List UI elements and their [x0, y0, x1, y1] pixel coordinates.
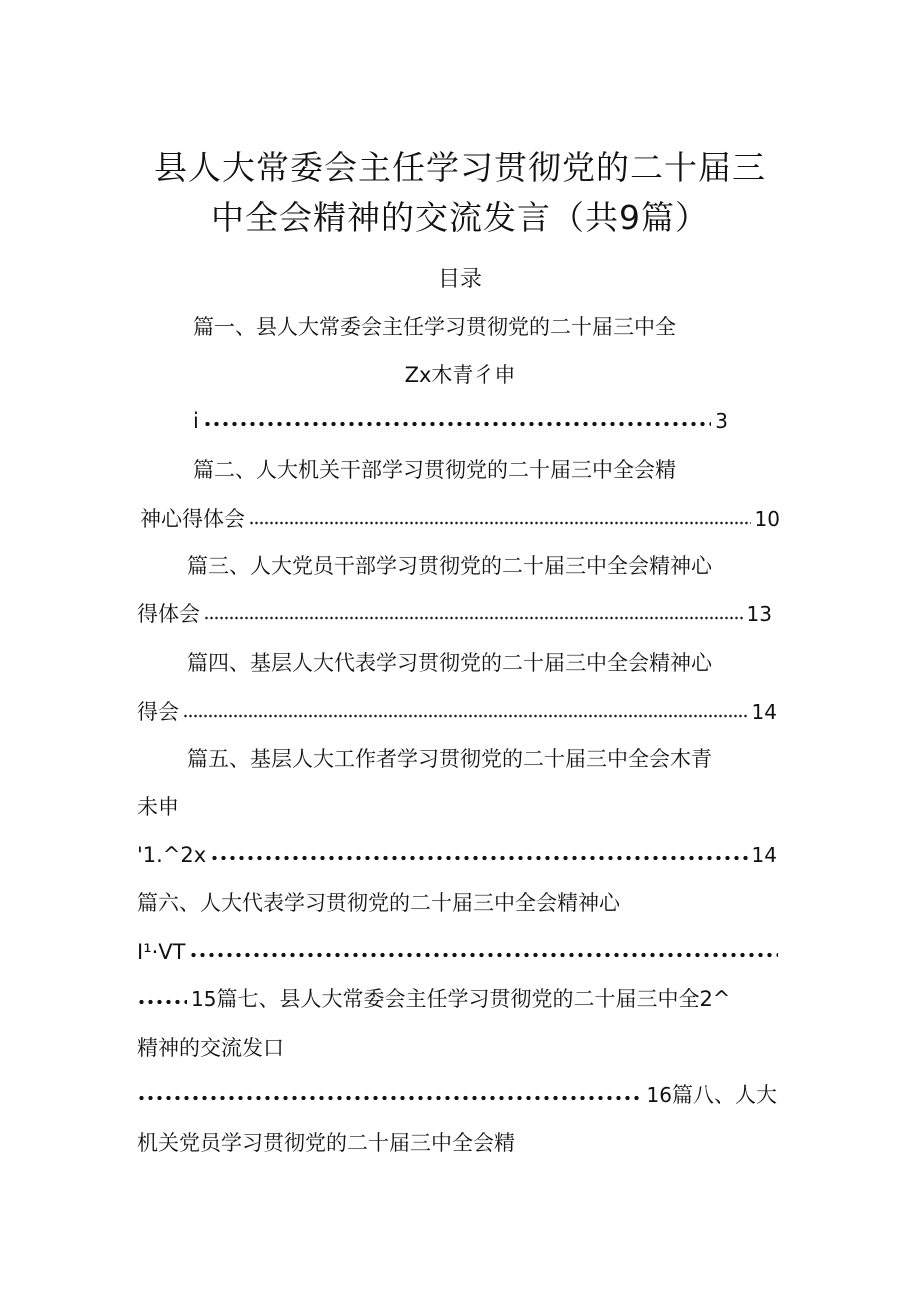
- toc-entry-6-page: 15: [191, 987, 217, 1011]
- toc-entry-3-leader-text: 得体会: [137, 602, 200, 626]
- toc-entry-6-leader-text: I¹·VT: [137, 940, 186, 964]
- toc-entry-4-page: 14: [751, 700, 777, 724]
- dot-leader: [210, 855, 747, 861]
- toc-entry-8-title-cont[interactable]: 机关党员学习贯彻党的二十届三中全会精: [137, 1131, 515, 1155]
- toc-entry-4-title[interactable]: 篇四、基层人大代表学习贯彻党的二十届三中全会精神心: [187, 651, 712, 675]
- toc-entry-1-leader[interactable]: [193, 406, 728, 436]
- dot-leader: [203, 421, 711, 427]
- toc-entry-6-leader[interactable]: [137, 937, 782, 967]
- toc-entry-7-line[interactable]: [137, 984, 777, 1014]
- toc-entry-3-leader[interactable]: [137, 599, 772, 629]
- toc-entry-2-page: 10: [754, 507, 780, 531]
- dot-leader: [183, 714, 748, 718]
- document-title-line-2: 中全会精神的交流发言（共9篇）: [211, 198, 709, 237]
- dot-leader: [137, 999, 187, 1005]
- toc-entry-7-title: 篇七、县人大常委会主任学习贯彻党的二十届三中全2^: [216, 987, 731, 1011]
- toc-entry-5-title-cont[interactable]: 未申: [137, 795, 179, 819]
- dot-leader: [204, 616, 743, 620]
- document-title-line-1: 县人大常委会主任学习贯彻党的二十届三: [154, 148, 766, 187]
- toc-entry-2-title[interactable]: 篇二、人大机关干部学习贯彻党的二十届三中全会精: [193, 458, 676, 482]
- toc-entry-3-title[interactable]: 篇三、人大党员干部学习贯彻党的二十届三中全会精神心: [187, 554, 712, 578]
- toc-entry-2-leader-text: 神心得体会: [140, 507, 245, 531]
- toc-entry-7-page: 16: [646, 1083, 672, 1107]
- toc-entry-1-leader-text: i: [193, 409, 199, 433]
- toc-entry-8-line[interactable]: [137, 1080, 777, 1110]
- toc-entry-5-page: 14: [751, 843, 777, 867]
- dot-leader: [249, 521, 751, 525]
- toc-entry-4-leader[interactable]: [137, 697, 777, 727]
- toc-entry-3-page: 13: [746, 602, 772, 626]
- toc-entry-8-title: 篇八、人大: [672, 1083, 777, 1107]
- toc-entry-6-title[interactable]: 篇六、人大代表学习贯彻党的二十届三中全会精神心: [137, 891, 620, 915]
- toc-entry-5-leader-text: '1.^2x: [137, 843, 207, 867]
- toc-entry-1-page: 3: [715, 409, 728, 433]
- toc-entry-7-title-cont[interactable]: 精神的交流发口: [137, 1036, 284, 1060]
- toc-entry-1-title[interactable]: 篇一、县人大常委会主任学习贯彻党的二十届三中全: [193, 315, 676, 339]
- dot-leader: [189, 952, 778, 958]
- toc-entry-4-leader-text: 得会: [137, 700, 179, 724]
- toc-entry-2-leader[interactable]: [140, 504, 780, 534]
- toc-entry-5-leader[interactable]: [137, 840, 777, 870]
- toc-entry-5-title[interactable]: 篇五、基层人大工作者学习贯彻党的二十届三中全会木青: [187, 747, 712, 771]
- toc-heading: 目录: [437, 267, 482, 292]
- dot-leader: [137, 1095, 643, 1101]
- toc-entry-1-title-cont[interactable]: Zx木青彳申: [404, 363, 516, 387]
